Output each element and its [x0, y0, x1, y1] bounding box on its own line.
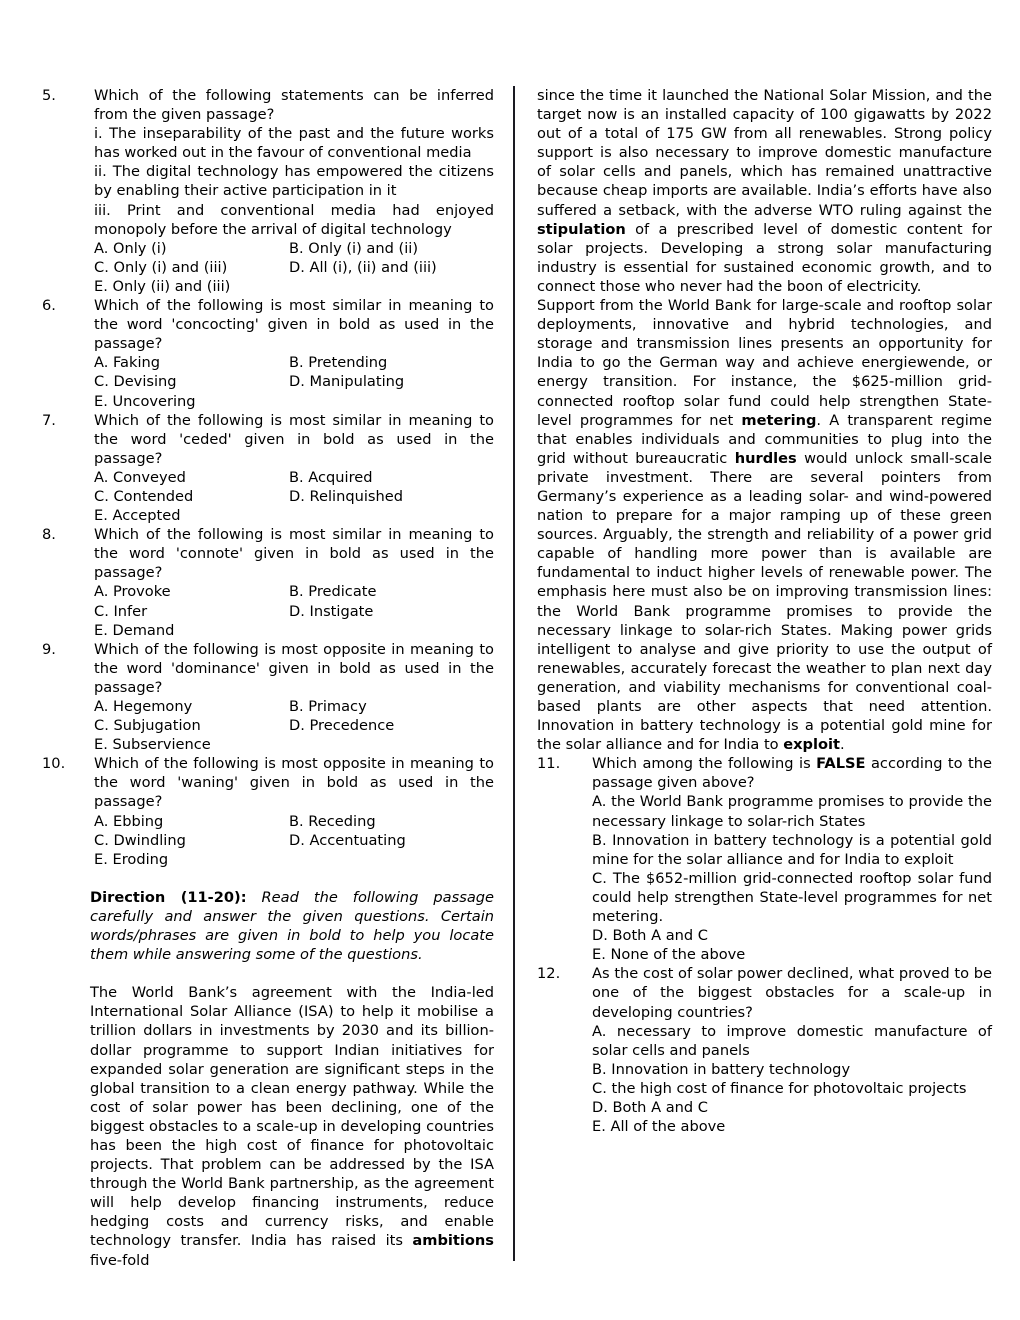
- option-b[interactable]: B. Innovation in battery technology: [592, 1060, 851, 1078]
- option-e[interactable]: E. All of the above: [592, 1118, 726, 1136]
- passage-bold-stipulation: stipulation: [537, 220, 626, 238]
- passage-text-4: .: [840, 736, 845, 754]
- passage-bold-exploit: exploit: [783, 736, 841, 754]
- option-a[interactable]: A. Conveyed: [94, 468, 186, 486]
- option-b[interactable]: B. Only (i) and (ii): [289, 239, 419, 257]
- question-stem: [592, 754, 992, 792]
- passage-bold-hurdles: hurdles: [734, 449, 797, 467]
- question-stem: Which of the following statements can be inferred from the given passage?: [94, 87, 494, 124]
- passage-text: since the time it launched the National Solar Mission, and the target now is an installed capacity of 100 gigawatts by 2022 out of a total of 175 GW from all renewables. Strong policy support is also necessary to improve domestic manufacture of solar cells and panels, which has remained unattractive because cheap imports are available. India’s efforts have also suffered a setback, with the adverse WTO ruling against the: [537, 87, 992, 219]
- question-12: [537, 964, 992, 1136]
- stem-part-2: according to the passage given above?: [592, 755, 992, 792]
- question-number: 6.: [42, 297, 56, 315]
- question-body: [94, 411, 494, 526]
- option-e[interactable]: E. Demand: [94, 621, 175, 639]
- passage-text-tail: five-fold: [90, 1251, 150, 1269]
- passage-paragraph-1: [90, 983, 494, 1269]
- passage-bold-ambitions: ambitions: [412, 1232, 494, 1250]
- question-number: 11.: [537, 755, 561, 773]
- question-6: [42, 296, 494, 411]
- option-c[interactable]: C. The $652-million grid-connected rooftop solar fund could help strengthen State-level programmes for net metering.: [592, 869, 992, 926]
- question-number: 10.: [42, 755, 66, 773]
- option-a[interactable]: A. Only (i): [94, 239, 167, 257]
- direction-text: Read the following passage carefully and answer the given questions. Certain words/phrases are given in bold to help you locate them while answering some of the questions.: [90, 888, 495, 964]
- spacer: [42, 964, 494, 983]
- option-e[interactable]: E. Only (ii) and (iii): [94, 277, 231, 295]
- question-body: [94, 86, 494, 296]
- question-stem: As the cost of solar power declined, what proved to be one of the biggest obstacles for a scale-up in developing countries?: [592, 965, 992, 1021]
- option-b[interactable]: B. Pretending: [289, 354, 388, 372]
- option-b[interactable]: B. Predicate: [289, 583, 377, 601]
- question-7: [42, 411, 494, 526]
- option-b[interactable]: B. Receding: [289, 812, 376, 830]
- option-d[interactable]: D. Manipulating: [289, 373, 405, 391]
- option-d[interactable]: D. Instigate: [289, 602, 374, 620]
- passage-text: The World Bank’s agreement with the India-led International Solar Alliance (ISA) to help it mobilise a trillion dollars in investments by 2030 and its billion-dollar programme to support Indian initiatives for expanded solar generation are significant steps in the global transition to a clean energy pathway. While the cost of solar power has been declining, one of the biggest obstacles to a scale-up in developing countries has been the high cost of finance for photovoltaic projects. That problem can be addressed by the ISA through the World Bank partnership, as the agreement will help develop financing instruments, reduce hedging costs and currency risks, and enable technology transfer. India has raised its: [90, 984, 494, 1250]
- passage-text: Support from the World Bank for large-scale and rooftop solar deployments, innovative and hybrid technologies, and storage and transmission lines presents an opportunity for India to go the German way and achieve energiewende, or energy transition. For instance, the $625-million grid-connected rooftop solar fund could help strengthen State-level programmes for net: [537, 297, 992, 429]
- option-c[interactable]: C. Devising: [94, 373, 177, 391]
- question-body: [94, 640, 494, 755]
- direction-label: Direction (11-20):: [90, 888, 247, 906]
- option-d[interactable]: D. Precedence: [289, 717, 395, 735]
- question-8: [42, 525, 494, 640]
- option-e[interactable]: E. Uncovering: [94, 392, 196, 410]
- option-e[interactable]: E. Eroding: [94, 850, 169, 868]
- option-grid: [94, 239, 494, 296]
- question-body: [592, 964, 992, 1136]
- option-a[interactable]: A. the World Bank programme promises to provide the necessary linkage to solar-rich States: [592, 793, 992, 830]
- passage-paragraph-3: [537, 296, 992, 754]
- question-9: [42, 640, 494, 755]
- option-a[interactable]: A. Provoke: [94, 583, 171, 601]
- spacer: [42, 869, 494, 888]
- option-c[interactable]: C. Only (i) and (iii): [94, 258, 228, 276]
- option-a[interactable]: A. Hegemony: [94, 698, 193, 715]
- passage-text-tail: of a prescribed level of domestic content for solar projects. Developing a strong solar manufacturing industry is essential for sustained economic growth, and to connect those who never had the boon of electricity.: [537, 220, 992, 295]
- option-d[interactable]: D. Both A and C: [592, 1098, 708, 1116]
- option-d[interactable]: D. All (i), (ii) and (iii): [289, 258, 437, 276]
- passage-text-2: . A transparent regime that enables individuals and communities to plug into the grid without bureaucratic: [537, 411, 992, 467]
- question-number: 12.: [537, 965, 561, 983]
- option-d[interactable]: D. Both A and C: [592, 927, 708, 945]
- question-10: [42, 754, 494, 869]
- roman-statement-iii: iii. Print and conventional media had enjoyed monopoly before the arrival of digital technology: [94, 201, 494, 238]
- passage-text-3: would unlock small-scale private investment. There are several pointers from Germany’s experience as a leading solar- and wind-powered nation to prepare for a major ramping up of these green sources. Arguably, the strength and reliability of a power grid capable of handling more power than is available are fundamental to induct higher levels of renewable power. The emphasis here must also be on improving transmission lines: the World Bank programme promises to provide the necessary linkage to solar-rich States. Making power grids intelligent to analyse and give priority to use the output of renewables, accurately forecast the weather to plan next day generation, and viability mechanisms for conventional coal-based plants are other aspects that need attention. Innovation in battery technology is a potential gold mine for the solar alliance and for India to: [537, 449, 992, 754]
- right-column: [537, 86, 992, 1136]
- question-stem: Which of the following is most similar in meaning to the word 'concocting' given in bold as used in the passage?: [94, 297, 494, 353]
- option-b[interactable]: B. Innovation in battery technology is a potential gold mine for the solar alliance and for India to exploit: [592, 831, 992, 868]
- option-grid: [94, 353, 494, 410]
- option-c[interactable]: C. the high cost of finance for photovoltaic projects: [592, 1079, 967, 1097]
- option-c[interactable]: C. Contended: [94, 487, 194, 505]
- option-d[interactable]: D. Relinquished: [289, 487, 403, 505]
- option-b[interactable]: B. Primacy: [289, 698, 367, 715]
- question-stem: Which of the following is most opposite in meaning to the word 'waning' given in bold as used in the passage?: [94, 755, 494, 811]
- question-number: 9.: [42, 640, 56, 658]
- question-stem: Which of the following is most opposite in meaning to the word 'dominance' given in bold as used in the passage?: [94, 640, 494, 696]
- option-a[interactable]: A. necessary to improve domestic manufacture of solar cells and panels: [592, 1022, 992, 1059]
- option-a[interactable]: A. Ebbing: [94, 812, 164, 830]
- question-body: [94, 296, 494, 411]
- question-body: [592, 754, 992, 964]
- option-grid: [94, 582, 494, 639]
- option-b[interactable]: B. Acquired: [289, 468, 373, 486]
- question-stem: Which of the following is most similar in meaning to the word 'connote' given in bold as used in the passage?: [94, 526, 494, 582]
- question-number: 8.: [42, 526, 56, 544]
- question-body: [94, 525, 494, 640]
- question-body: [94, 754, 494, 869]
- column-divider: [513, 86, 515, 1261]
- question-number: 5.: [42, 87, 56, 104]
- left-column: [42, 86, 494, 1270]
- question-5: [42, 86, 494, 296]
- option-grid: [94, 697, 494, 754]
- question-11: [537, 754, 992, 964]
- question-number: 7.: [42, 411, 56, 429]
- option-e[interactable]: E. None of the above: [592, 946, 746, 964]
- option-d[interactable]: D. Accentuating: [289, 831, 406, 849]
- option-grid: [94, 812, 494, 869]
- stem-bold-false: FALSE: [816, 755, 866, 773]
- direction-block: [90, 888, 494, 964]
- passage-paragraph-2: [537, 86, 992, 296]
- passage-bold-metering: metering: [741, 411, 817, 429]
- roman-statement-i: i. The inseparability of the past and the future works has worked out in the favour of conventional media: [94, 125, 494, 162]
- stem-part-1: Which among the following is: [592, 755, 817, 773]
- option-e[interactable]: E. Accepted: [94, 507, 181, 525]
- roman-statement-ii: ii. The digital technology has empowered the citizens by enabling their active participation in it: [94, 163, 494, 200]
- question-stem: Which of the following is most similar in meaning to the word 'ceded' given in bold as used in the passage?: [94, 411, 494, 467]
- option-grid: [94, 468, 494, 525]
- option-a[interactable]: A. Faking: [94, 354, 161, 372]
- option-c[interactable]: C. Dwindling: [94, 831, 186, 849]
- option-c[interactable]: C. Infer: [94, 602, 148, 620]
- option-c[interactable]: C. Subjugation: [94, 717, 201, 735]
- option-e[interactable]: E. Subservience: [94, 736, 211, 754]
